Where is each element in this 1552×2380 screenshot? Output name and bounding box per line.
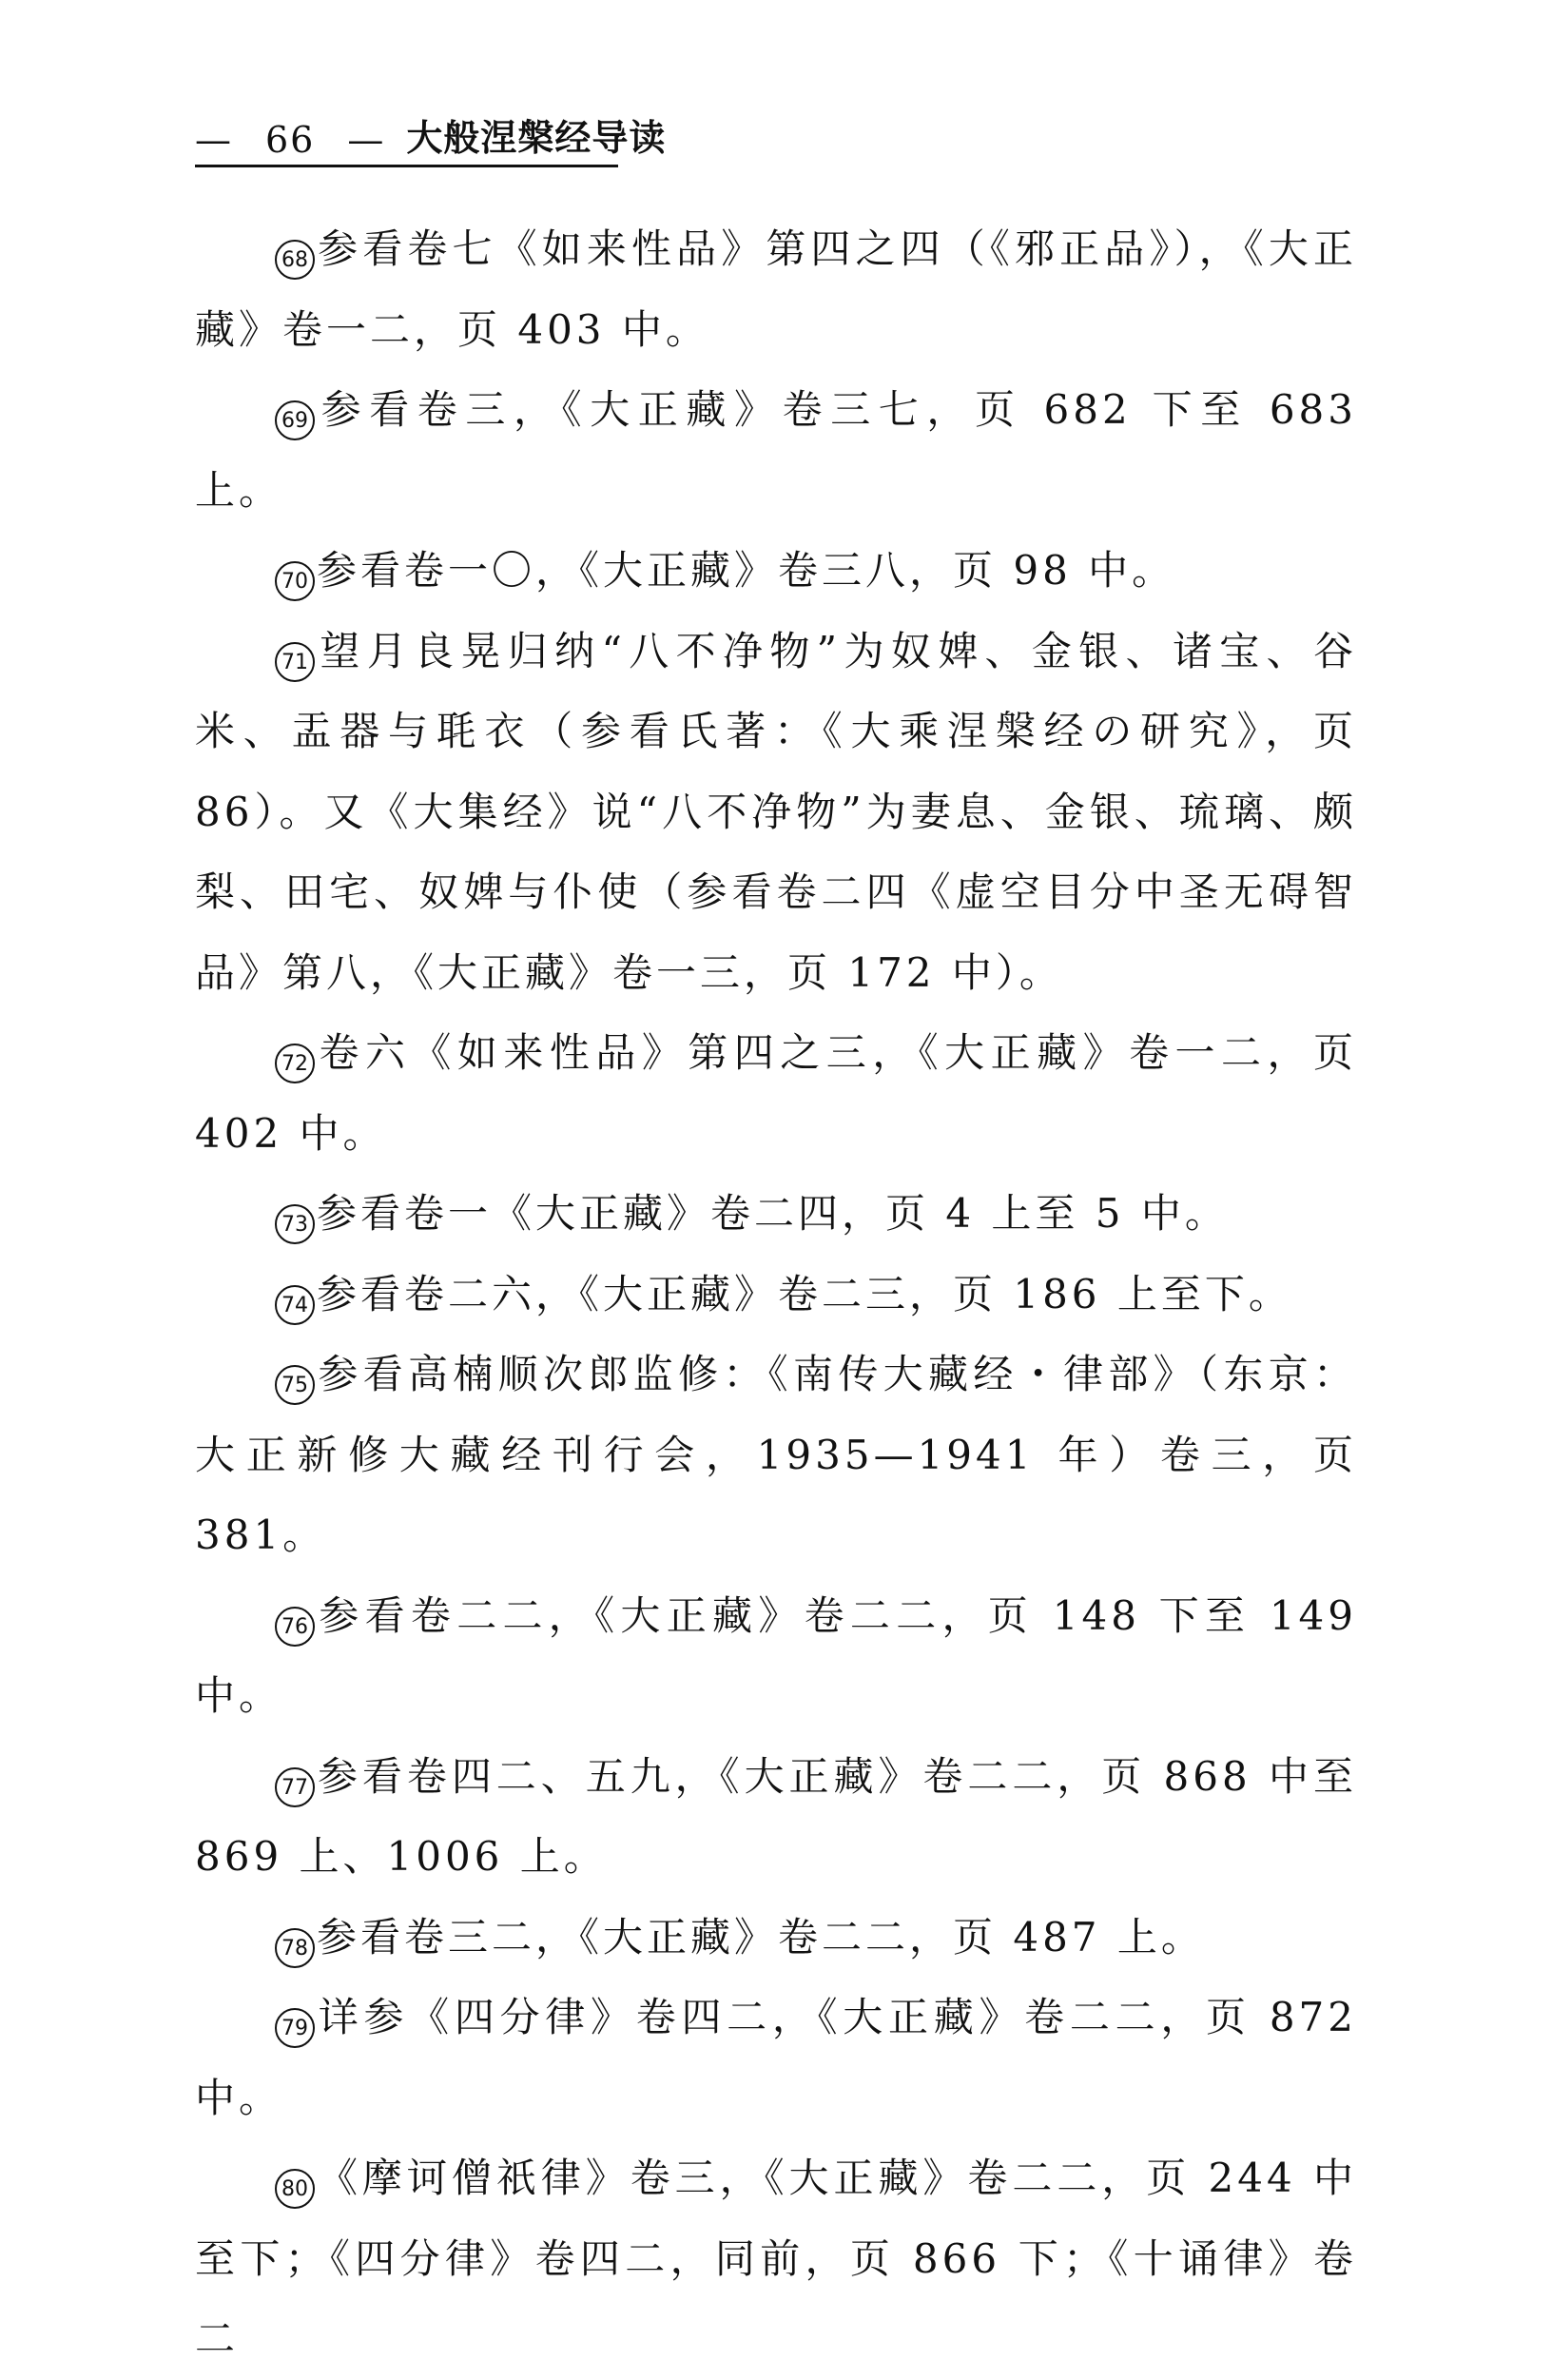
endnote-text: 详参《四分律》卷四二，《大正藏》卷二二，页 872 中。 bbox=[195, 1994, 1357, 2121]
endnote-number-circle: 80 bbox=[275, 2169, 315, 2209]
endnote bbox=[195, 1013, 1357, 1174]
endnote-number-circle: 78 bbox=[275, 1928, 315, 1968]
endnote bbox=[195, 612, 1357, 1014]
endnote-text: 参看卷一〇，《大正藏》卷三八，页 98 中。 bbox=[317, 547, 1176, 594]
endnote-number-circle: 69 bbox=[275, 400, 315, 440]
endnote-number-circle: 72 bbox=[275, 1044, 315, 1083]
endnote-text: 望月良晃归纳“八不净物”为奴婢、金银、诸宝、谷米、盂器与毦衣（参看氏著：《大乘涅槃经の研究》，页 86）。又《大集经》说“八不净物”为妻息、金银、琉璃、颇梨、田宅、奴婢与仆使（参看卷二四《虚空目分中圣无碍智品》第八，《大正藏》卷一三，页 172 中）。 bbox=[195, 627, 1357, 996]
endnote-text: 《摩诃僧祇律》卷三，《大正藏》卷二二，页 244 中至下；《四分律》卷四二，同前，页 866 下；《十诵律》卷二 bbox=[195, 2155, 1357, 2362]
endnote-text: 参看卷二二，《大正藏》卷二二，页 148 下至 149 中。 bbox=[195, 1591, 1357, 1719]
endnote-text: 参看卷二六，《大正藏》卷二三，页 186 上至下。 bbox=[317, 1270, 1292, 1317]
page-number: 66 bbox=[265, 119, 316, 161]
endnote bbox=[195, 531, 1357, 612]
endnote bbox=[195, 370, 1357, 531]
endnote-text: 卷六《如来性品》第四之三，《大正藏》卷一二，页 402 中。 bbox=[195, 1029, 1357, 1157]
endnote-text: 参看卷一《大正藏》卷二四，页 4 上至 5 中。 bbox=[317, 1190, 1229, 1237]
endnote bbox=[195, 1978, 1357, 2138]
running-header bbox=[195, 112, 667, 167]
endnote-text: 参看卷四二、五九，《大正藏》卷二二，页 868 中至 869 上、1006 上。 bbox=[195, 1752, 1357, 1880]
endnote bbox=[195, 1737, 1357, 1898]
endnote bbox=[195, 1174, 1357, 1255]
endnote-number-circle: 73 bbox=[275, 1204, 315, 1244]
endnote-text: 参看卷三，《大正藏》卷三七，页 682 下至 683 上。 bbox=[195, 386, 1357, 514]
endnote-number-circle: 79 bbox=[275, 2008, 315, 2048]
endnote-number-circle: 70 bbox=[275, 561, 315, 601]
endnote-text: 参看高楠顺次郎监修：《南传大藏经・律部》（东京：大正新修大藏经刊行会，1935—1941 年）卷三，页 381。 bbox=[195, 1351, 1357, 1558]
header-dash-right: — bbox=[347, 119, 386, 161]
endnote bbox=[195, 1335, 1357, 1576]
endnotes-body bbox=[195, 209, 1357, 2380]
endnote-number-circle: 71 bbox=[275, 642, 315, 682]
endnote bbox=[195, 1576, 1357, 1737]
endnote bbox=[195, 209, 1357, 370]
endnote-number-circle: 68 bbox=[275, 240, 315, 280]
endnote bbox=[195, 1255, 1357, 1336]
endnote-number-circle: 77 bbox=[275, 1767, 315, 1807]
endnote-text: 参看卷七《如来性品》第四之四（《邪正品》），《大正藏》卷一二，页 403 中。 bbox=[195, 225, 1357, 353]
endnote bbox=[195, 1898, 1357, 1979]
header-dash-left: — bbox=[195, 119, 233, 161]
endnote-number-circle: 74 bbox=[275, 1285, 315, 1325]
endnote-number-circle: 76 bbox=[275, 1607, 315, 1647]
endnote-number-circle: 75 bbox=[275, 1365, 315, 1405]
book-title: 大般涅槃经导读 bbox=[406, 117, 667, 159]
endnote bbox=[195, 2138, 1357, 2380]
endnote-text: 参看卷三二，《大正藏》卷二二，页 487 上。 bbox=[317, 1913, 1205, 1961]
